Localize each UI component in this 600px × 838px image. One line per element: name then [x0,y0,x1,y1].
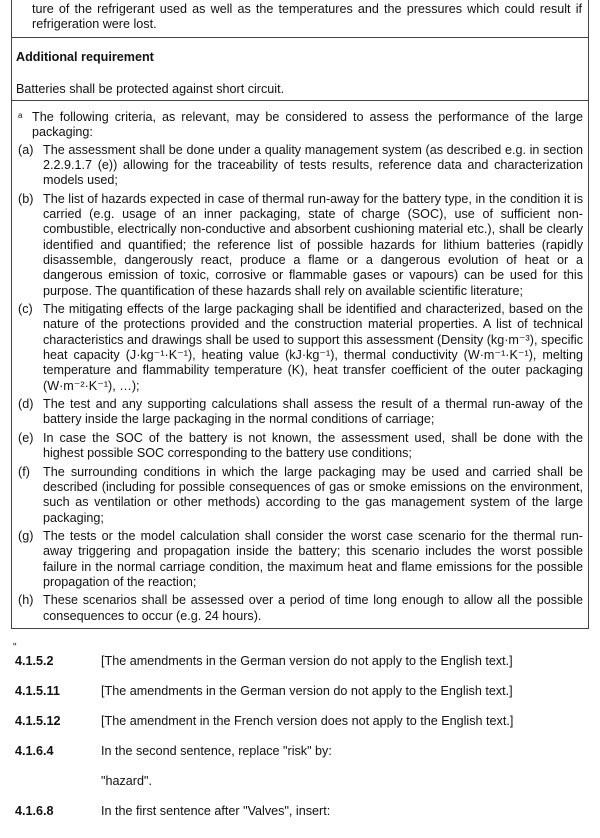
amendment-section [15,744,332,758]
table-row-refrigeration: ture of the refrigerant used as well as the temperatures and the pressures which could result if refrigeration were lost. [12,0,588,38]
section-number: 4.1.5.2 [15,654,54,668]
footnote-marker: a [18,111,23,121]
amendment-section [15,684,513,698]
criteria-item-label: (f) [18,464,30,479]
criteria-item [18,593,583,624]
section-number: 4.1.5.11 [15,684,60,698]
section-text: In the second sentence, replace "risk" by: [101,744,332,758]
amendment-section [15,714,513,728]
criteria-item [18,143,583,189]
section-text: "hazard". [101,774,152,788]
criteria-item-label: (h) [18,593,34,608]
table-row-footnote [12,101,588,628]
criteria-item [18,302,583,394]
criteria-list [18,143,583,624]
criteria-item-text: The test and any supporting calculations shall assess the result of a thermal run-away of the battery inside the large packaging in the normal conditions of carriage; [43,397,583,427]
criteria-item [18,431,583,462]
criteria-item-text: In case the SOC of the battery is not known, the assessment used, shall be done with the highest possible SOC corresponding to the battery use conditions; [43,430,583,461]
amendment-section [15,774,152,788]
section-number [15,774,101,788]
additional-requirement-text: Batteries shall be protected against short circuit. [16,81,285,96]
criteria-item-text: The list of hazards expected in case of thermal run-away for the battery type, in the condition it is carried (e.g. usage of an inner packaging, state of charge (SOC), use of sufficient non-combustible, electrically non-conductive and absorbent cushioning material etc.), shall be clearly identified and quantified; the reference list of possible hazards for lithium batteries (rapidly disassemble, dangerously react, produce a flame or a dangerous evolution of heat or a dangerous emission of toxic, corrosive or flammable gases or vapours) can be used for this purpose. The quantification of these hazards shall rely on available scientific literature; [43,191,583,298]
criteria-item-label: (b) [18,191,34,206]
section-text: In the first sentence after "Valves", insert: [101,804,331,818]
criteria-item-label: (d) [18,397,34,412]
section-text: [The amendments in the German version do not apply to the English text.] [101,684,513,698]
amendment-section [15,804,330,818]
criteria-item [18,465,583,526]
section-number: 4.1.6.8 [15,804,54,818]
criteria-item [18,397,583,428]
table-row-additional-requirement [12,38,588,102]
additional-requirement-heading: Additional requirement [16,49,154,64]
criteria-item-text: The surrounding conditions in which the large packaging may be used and carried shall be described (including for possible consequences of gas or smoke emissions on the environment, such as ventilation or other methods) according to the gas management system of the large packaging; [43,464,583,525]
section-text: [The amendment in the French version does not apply to the English text.] [101,714,514,728]
footnote-intro: The following criteria, as relevant, may be considered to assess the performance of the large packaging: [32,110,583,140]
criteria-item-text: These scenarios shall be assessed over a period of time long enough to allow all the possible consequences to occur (e.g. 24 hours). [43,593,583,623]
section-number: 4.1.6.4 [15,744,54,758]
criteria-item-label: (a) [18,142,34,157]
closing-quote: " [13,642,17,653]
criteria-item-label: (c) [18,302,33,317]
criteria-item-text: The mitigating effects of the large packaging shall be identified and characterized, based on the nature of the protections provided and the construction material properties. A list of technical characteristics and drawings shall be used to support this assessment (Density (kg·m⁻³), specific heat capacity (J·kg⁻¹·K⁻¹), heating value (kJ·kg⁻¹), thermal conductivity (W·m⁻¹·K⁻¹), melting temperature and flammability temperature (K), heat transfer coefficient of the outer packaging (W·m⁻²·K⁻¹), …); [43,302,583,393]
criteria-item-text: The tests or the model calculation shall consider the worst case scenario for the thermal run-away triggering and propagation inside the battery; this scenario includes the worst possible failure in the normal carriage condition, the maximum heat and flame emissions for the possible propagation of the reaction; [43,529,583,589]
criteria-item-label: (g) [18,529,34,544]
criteria-item [18,192,583,299]
section-number: 4.1.5.12 [15,714,61,728]
criteria-item-text: The assessment shall be done under a quality management system (as described e.g. in section 2.2.9.1.7 (e)) allowing for the traceability of tests results, reference data and characterization models used; [43,142,583,188]
requirements-table [11,0,589,629]
amendment-section [15,654,513,668]
criteria-item-label: (e) [18,430,34,445]
criteria-item [18,529,583,590]
section-text: [The amendments in the German version do not apply to the English text.] [101,654,513,668]
